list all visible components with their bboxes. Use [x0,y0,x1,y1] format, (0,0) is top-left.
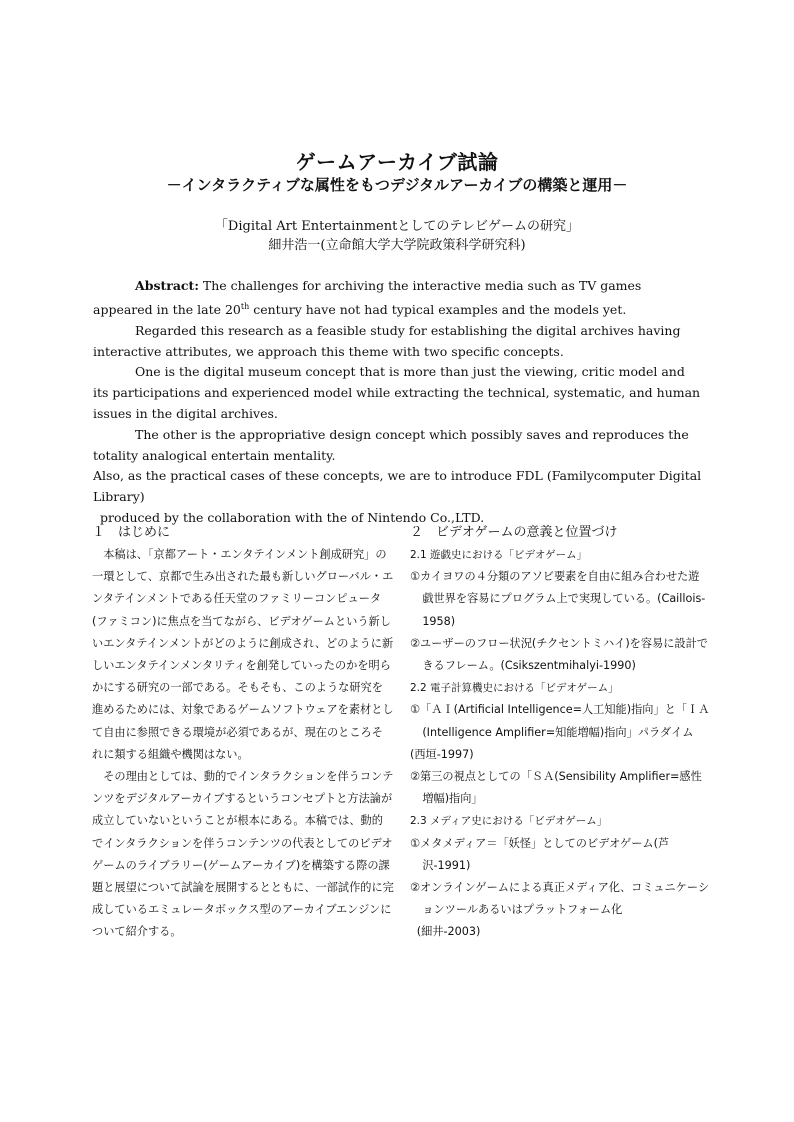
section1-paragraph-2: その理由としては、動的でインタラクションを伴うコンテンツをデジタルアーカイブするというコンセプトと方法論が成立していないということが根本にある。本稿では、動的でインタラクションを伴うコンテンツの代表としてのビデオゲームのライブラリー(ゲームアーカイブ)を構築する際の課題と展望について試論を展開するとともに、一部試作的に完成しているエミュレータボックス型のアーカイブエンジンについて紹介する。 [92,770,394,939]
abstract-p1-end: century have not had typical examples and the models yet. [249,301,627,317]
paper-subtitle: －インタラクティブな属性をもつデジタルアーカイブの構築と運用－ [166,176,628,194]
abstract-paragraph-2: Regarded this research as a feasible study for establishing the digital archives having interactive attributes, we approach this theme with two specific concepts. [93,322,681,359]
project-name: 「Digital Art Entertainmentとしてのテレビゲームの研究」 [214,219,580,234]
list-item-2-1-2: ②ユーザーのフロー状況(チクセントミハイ)を容易に設計できるフレーム。(Csikszentmihalyi-1990) [410,636,708,673]
subsection-2-2: 2.2 電子計算機史における「ビデオゲーム」 [410,682,619,695]
abstract-paragraph-3: One is the digital museum concept that is more than just the viewing, critic model and its participations and experienced model while extracting the technical, systematic, and human issues in the digital archives. [93,364,701,421]
paper-title: ゲームアーカイブ試論 [295,150,499,174]
author-line: 細井浩一(立命館大学大学院政策科学研究科) [268,238,526,253]
section1-heading: １ はじめに [92,525,171,540]
section1-paragraph-1: 本稿は、「京都アート・エンタテインメント創成研究」の一環として、京都で生み出された最も新しいグローバル・エンタテインメントである任天堂のファミリーコンピュータ(ファミコン)に焦点を当てながら、ビデオゲームという新しいエンタテインメントがどのように創成され、どのように新しいエンタテインメンタリティを創発していったのかを明らかにする研究の一部である。そもそも、このような研究を進めるためには、対象であるゲームソフトウェアを素材として自由に参照できる環境が必須であるが、現在のところそれに類する組織や機関はない。 [92,548,394,761]
abstract-paragraph-5: Also, as the practical cases of these concepts, we are to introduce FDL (Familycomputer Digital Library) [93,468,702,505]
list-item-2-1-1: ①カイヨワの４分類のアソビ要素を自由に組み合わせた遊戯世界を容易にプログラム上で実現している。(Caillois-1958) [410,570,706,628]
right-column [410,522,710,944]
abstract-block [93,276,703,529]
abstract-paragraph-1 [93,276,703,321]
list-item-2-2-1: ①「ＡＩ(Artificial Intelligence=人工知能)指向」と「ＩＡ(Intelligence Amplifier=知能増幅)指向」パラダイム [410,703,710,739]
abstract-paragraph-5b: produced by the collaboration with the of Nintendo Co.,LTD. [100,509,485,525]
citation-nishigaki: (西垣-1997) [410,747,474,761]
list-item-2-2-2: ②第三の視点としての「ＳＡ(Sensibility Amplifier=感性増幅)指向」 [410,770,702,806]
section2-heading: ２ ビデオゲームの意義と位置づけ [410,525,618,540]
abstract-p1-sup: th [240,301,250,311]
abstract-paragraph-4: The other is the appropriative design concept which possibly saves and reproduces the totality analogical entertain mentality. [93,426,689,463]
subsection-2-3: 2.3 メディア史における「ビデオゲーム」 [410,815,608,828]
list-item-2-3-2: ②オンラインゲームによる真正メディア化、コミュニケーションツールあるいはプラットフォーム化 [410,881,710,917]
abstract-p1-text: The challenges for archiving the interactive media such as TV games appeared in the late 20 [93,278,642,317]
subsection-2-1: 2.1 遊戯史における「ビデオゲーム」 [410,549,588,561]
abstract-label: Abstract: [135,278,199,293]
left-column [92,522,394,944]
list-item-2-3-1: ①メタメディア＝「妖怪」としてのビデオゲーム(芦沢-1991) [410,836,670,872]
citation-hosoi: (細井-2003) [416,925,481,939]
